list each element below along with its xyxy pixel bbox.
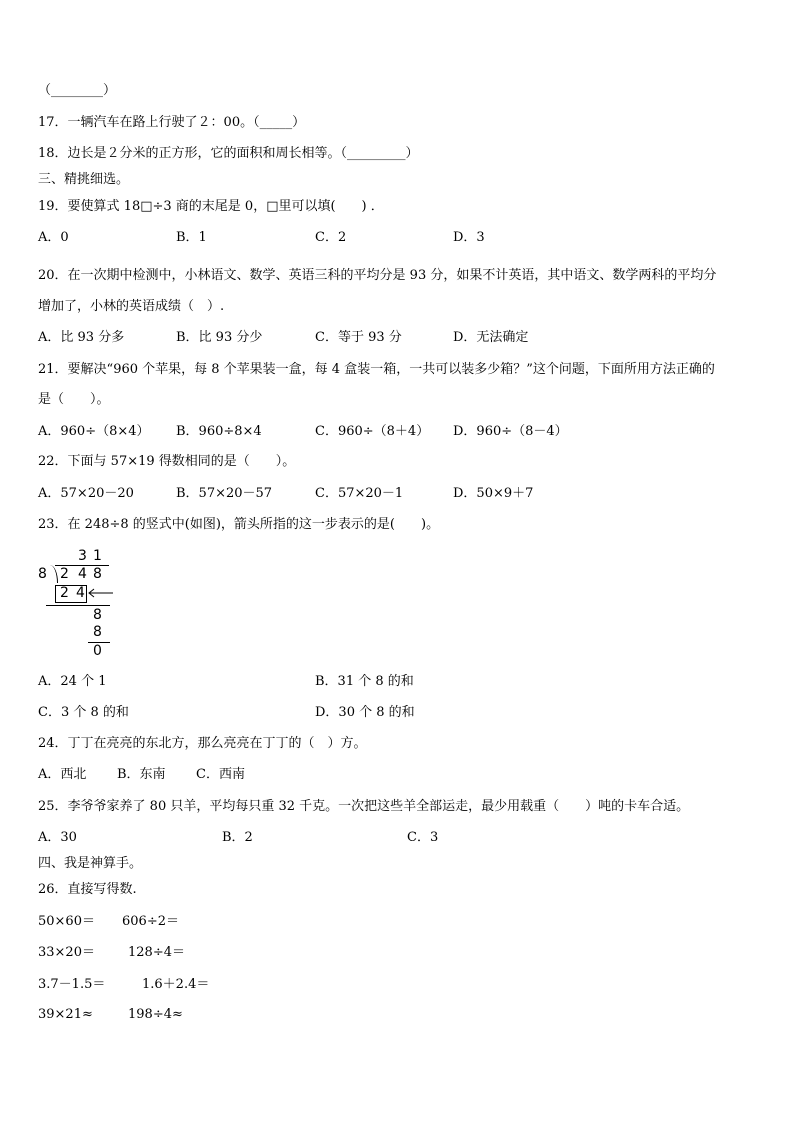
q25-option-c: C．3 <box>407 830 439 845</box>
q24-option-a: A．西北 <box>38 767 87 782</box>
q21-option-c: C．960÷（8＋4） <box>315 424 430 439</box>
calc-item: 33×20＝ <box>38 945 95 960</box>
q19-option-d: D．3 <box>453 230 485 245</box>
q22-option-b: B．57×20－57 <box>176 486 273 501</box>
calc-item: 50×60＝ <box>38 914 95 929</box>
q20-option-c: C．等于 93 分 <box>315 330 402 345</box>
quotient-digit: 1 <box>93 548 102 564</box>
q21-option-a: A．960÷（8×4） <box>38 424 150 439</box>
dividend-digit: 4 <box>78 566 87 582</box>
step2-digit: 8 <box>93 624 102 640</box>
question-22: 22．下面与 57×19 得数相同的是（ ）。 <box>38 454 296 469</box>
step1-digit: 2 <box>60 585 69 601</box>
remainder-digit: 8 <box>93 607 102 623</box>
q19-option-b: B．1 <box>176 230 207 245</box>
question-20-line1: 20．在一次期中检测中，小林语文、数学、英语三科的平均分是 93 分，如果不计英语，其中语文、数学两科的平均分 <box>38 268 717 283</box>
dividend-digit: 2 <box>60 566 69 582</box>
q25-option-b: B．2 <box>222 830 253 845</box>
q23-option-b: B．31 个 8 的和 <box>315 674 414 689</box>
question-20-line2: 增加了，小林的英语成绩（ ）. <box>38 299 225 314</box>
question-17: 17．一辆汽车在路上行驶了２：00。（_____） <box>38 115 306 130</box>
calc-item: 3.7－1.5＝ <box>38 977 106 992</box>
q19-option-a: A．0 <box>38 230 69 245</box>
question-24: 24．丁丁在亮亮的东北方，那么亮亮在丁丁的（ ）方。 <box>38 736 367 751</box>
q22-option-c: C．57×20－1 <box>315 486 404 501</box>
calc-item: 198÷4≈ <box>128 1007 183 1022</box>
calc-item: 606÷2＝ <box>122 914 179 929</box>
question-19: 19．要使算式 18□÷3 商的末尾是 0，□里可以填( ) ． <box>38 199 384 214</box>
final-remainder: 0 <box>93 643 102 659</box>
section-4-heading: 四、我是神算手。 <box>38 856 143 871</box>
q23-option-a: A．24 个 1 <box>38 674 107 689</box>
q22-option-d: D．50×9＋7 <box>453 486 534 501</box>
section-3-heading: 三、精挑细选。 <box>38 172 130 187</box>
question-26: 26．直接写得数. <box>38 882 137 897</box>
question-25: 25．李爷爷家养了 80 只羊，平均每只重 32 千克。一次把这些羊全部运走，最少用载重（ ）吨的卡车合适。 <box>38 799 690 814</box>
divisor: 8 <box>38 566 47 582</box>
step1-digit: 4 <box>76 585 85 601</box>
question-18: 18．边长是２分米的正方形，它的面积和周长相等。（_________） <box>38 146 419 161</box>
q20-option-d: D．无法确定 <box>453 330 529 345</box>
top-blank: （________） <box>38 83 117 98</box>
subtraction-line <box>46 605 110 606</box>
q24-option-c: C．西南 <box>196 767 245 782</box>
calc-item: 39×21≈ <box>38 1007 93 1022</box>
q19-option-c: C．2 <box>315 230 347 245</box>
long-division-figure <box>38 548 128 660</box>
question-23: 23．在 248÷8 的竖式中(如图)，箭头所指的这一步表示的是( )。 <box>38 517 440 532</box>
calc-item: 128÷4＝ <box>128 945 185 960</box>
q23-option-c: C．3 个 8 的和 <box>38 705 129 720</box>
q20-option-a: A．比 93 分多 <box>38 330 125 345</box>
q22-option-a: A．57×20－20 <box>38 486 134 501</box>
q23-option-d: D．30 个 8 的和 <box>315 705 415 720</box>
q21-option-b: B．960÷8×4 <box>176 424 262 439</box>
q24-option-b: B．东南 <box>117 767 166 782</box>
question-21-line1: 21．要解决“960 个苹果，每 8 个苹果装一盒，每 4 盒装一箱，一共可以装多少箱？”这个问题，下面所用方法正确的 <box>38 362 715 377</box>
arrow-icon <box>86 588 114 598</box>
division-bracket-curve <box>49 565 58 583</box>
q20-option-b: B．比 93 分少 <box>176 330 263 345</box>
quotient-digit: 3 <box>78 548 87 564</box>
calc-item: 1.6＋2.4＝ <box>142 977 210 992</box>
dividend-digit: 8 <box>93 566 102 582</box>
question-21-line2: 是（ ）。 <box>38 392 110 407</box>
q25-option-a: A．30 <box>38 830 77 845</box>
q21-option-d: D．960÷（8－4） <box>453 424 568 439</box>
